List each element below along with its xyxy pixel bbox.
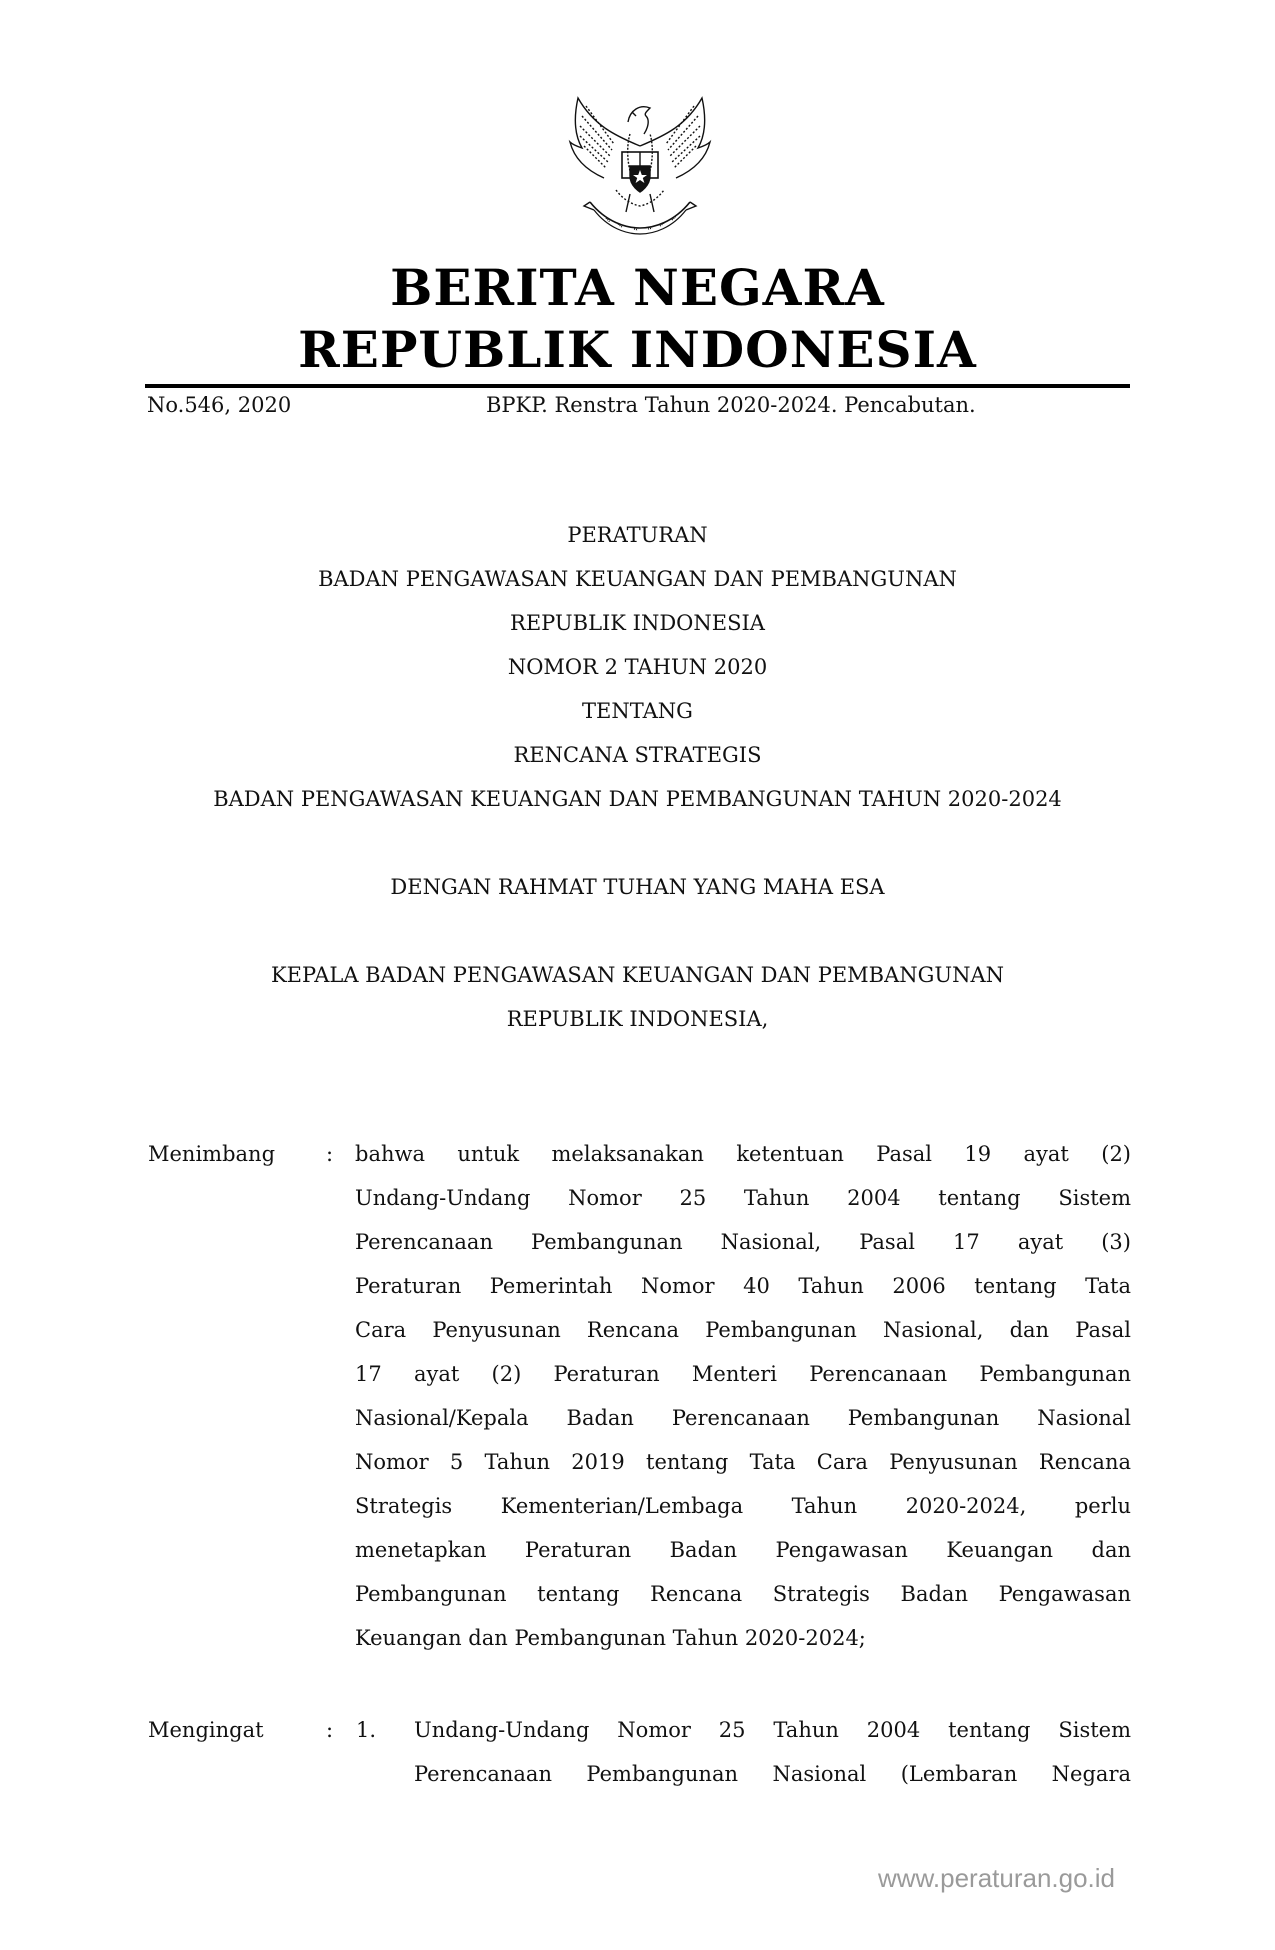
menimbang-line: Keuangan dan Pembangunan Tahun 2020-2024; [355, 1626, 866, 1650]
menimbang-line: Undang-Undang Nomor 25 Tahun 2004 tentang Sistem [355, 1186, 1131, 1210]
menimbang-line: menetapkan Peraturan Badan Pengawasan Keuangan dan [355, 1538, 1131, 1562]
gazette-number: No.546, 2020 [147, 393, 292, 417]
heading-line: NOMOR 2 TAHUN 2020 [507, 655, 768, 679]
menimbang-line: Perencanaan Pembangunan Nasional, Pasal 17 ayat (3) [355, 1230, 1131, 1254]
invocation: DENGAN RAHMAT TUHAN YANG MAHA ESA [390, 875, 885, 899]
heading-line: TENTANG [582, 699, 693, 723]
menimbang-line: 17 ayat (2) Peraturan Menteri Perencanaan Pembangunan [355, 1362, 1131, 1386]
menimbang-line: Nomor 5 Tahun 2019 tentang Tata Cara Penyusunan Rencana [355, 1450, 1131, 1474]
masthead-title-line1: BERITA NEGARA [390, 258, 885, 317]
mengingat-line: Perencanaan Pembangunan Nasional (Lembaran Negara [414, 1762, 1131, 1786]
menimbang-line: Peraturan Pemerintah Nomor 40 Tahun 2006 tentang Tata [355, 1274, 1131, 1298]
footer-website-link[interactable]: www.peraturan.go.id [878, 1863, 1116, 1893]
masthead-divider [145, 384, 1130, 388]
mengingat-colon: : [326, 1718, 334, 1742]
masthead-title-line2: REPUBLIK INDONESIA [298, 320, 977, 379]
garuda-emblem-icon [556, 86, 724, 244]
menimbang-paragraph [355, 1132, 1131, 1660]
menimbang-line: Cara Penyusunan Rencana Pembangunan Nasional, dan Pasal [355, 1318, 1131, 1342]
heading-line: PERATURAN [567, 523, 708, 547]
heading-line: BADAN PENGAWASAN KEUANGAN DAN PEMBANGUNAN TAHUN 2020-2024 [213, 787, 1062, 811]
mengingat-label: Mengingat [148, 1718, 264, 1742]
menimbang-label: Menimbang [148, 1142, 276, 1166]
heading-line: BADAN PENGAWASAN KEUANGAN DAN PEMBANGUNAN [318, 567, 957, 591]
heading-line: RENCANA STRATEGIS [513, 743, 762, 767]
menimbang-line: Nasional/Kepala Badan Perencanaan Pembangunan Nasional [355, 1406, 1131, 1430]
authority-line: KEPALA BADAN PENGAWASAN KEUANGAN DAN PEMBANGUNAN [270, 963, 1005, 987]
menimbang-line: bahwa untuk melaksanakan ketentuan Pasal 19 ayat (2) [355, 1142, 1131, 1166]
gazette-summary: BPKP. Renstra Tahun 2020-2024. Pencabutan. [486, 393, 976, 417]
menimbang-line: Pembangunan tentang Rencana Strategis Badan Pengawasan [355, 1582, 1131, 1606]
heading-line: REPUBLIK INDONESIA [510, 611, 765, 635]
menimbang-colon: : [326, 1142, 334, 1166]
menimbang-line: Strategis Kementerian/Lembaga Tahun 2020-2024, perlu [355, 1494, 1131, 1518]
mengingat-item-number: 1. [356, 1718, 377, 1742]
mengingat-item-text [414, 1708, 1131, 1796]
mengingat-line: Undang-Undang Nomor 25 Tahun 2004 tentang Sistem [414, 1718, 1131, 1742]
authority-line: REPUBLIK INDONESIA, [506, 1007, 769, 1031]
